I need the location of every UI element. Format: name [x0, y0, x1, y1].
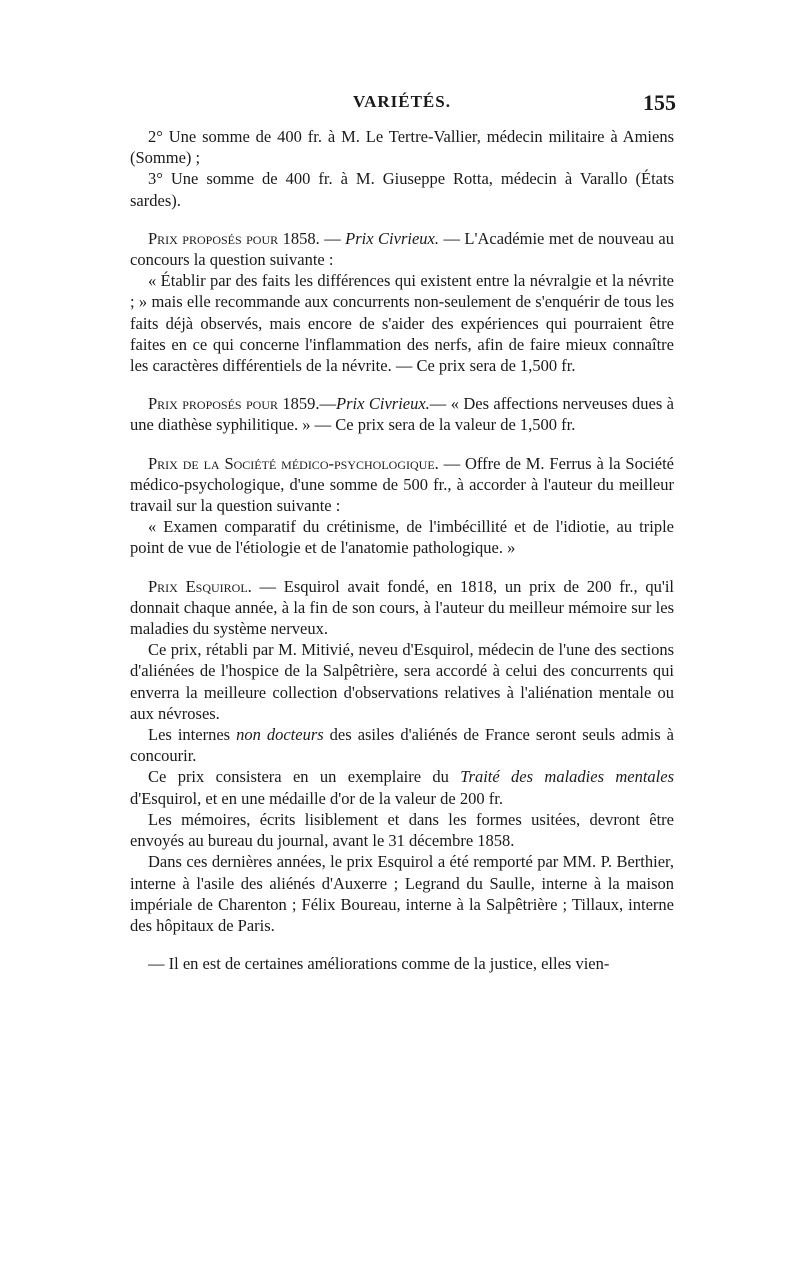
emphasis: non docteurs: [236, 725, 324, 745]
section-heading: Prix proposés pour 1858.: [148, 228, 320, 248]
paragraph-text: 3° Une somme de 400 fr. à M. Giuseppe Rotta, médecin à Varallo (États sardes).: [130, 169, 674, 210]
paragraph-text: « Examen comparatif du crétinisme, de l'imbécillité et de l'idiotie, au triple point de vue de l'étiologie et de l'anatomie pathologique. »: [130, 517, 674, 558]
paragraph-text: des asiles d'aliénés de France seront seuls admis à concourir.: [130, 725, 674, 766]
paragraph: [130, 270, 674, 376]
paragraph: [130, 126, 674, 168]
paragraph-text: — Offre de M. Ferrus à la Société médico-psychologique, d'une somme de 500 fr., à accorder à l'auteur du meilleur travail sur la question suivante :: [130, 453, 674, 516]
paragraph-prix-esquirol: [130, 576, 674, 640]
paragraph-text: Les mémoires, écrits lisiblement et dans les formes usitées, devront être envoyés au bureau du journal, avant le 31 décembre 1858.: [130, 809, 674, 851]
section-heading: Prix de la Société médico-psychologique.: [148, 453, 439, 473]
paragraph-text: — Il en est de certaines améliorations comme de la justice, elles vien-: [148, 954, 610, 974]
page-header: [128, 92, 676, 122]
paragraph-prix-1858: [130, 228, 674, 270]
book-title: Traité des maladies mentales: [460, 767, 674, 787]
paragraph-text: Les internes: [148, 725, 237, 745]
paragraph-text: Ce prix, rétabli par M. Mitivié, neveu d'Esquirol, médecin de l'une des sections d'aliénées de l'hospice de la Salpêtrière, sera accordé à celui des concurrents qui enverra la meilleure collection d'observations relatives à l'aliénation mentale ou aux névroses.: [130, 640, 674, 723]
paragraph: [130, 168, 674, 210]
section-heading: Prix proposés pour 1859.: [148, 394, 320, 414]
paragraph-text: d'Esquirol, et en une médaille d'or de la valeur de 200 fr.: [130, 788, 503, 808]
paragraph: [130, 639, 674, 724]
dash: —: [319, 394, 337, 414]
paragraph: [130, 953, 674, 974]
dash: —: [319, 228, 346, 248]
paragraph-text: — L'Académie met de nouveau au concours la question suivante :: [130, 228, 675, 270]
paragraph-text: 2° Une somme de 400 fr. à M. Le Tertre-Vallier, médecin militaire à Amiens (Somme) ;: [130, 127, 674, 168]
paragraph: [130, 809, 674, 851]
page-body: [130, 126, 674, 974]
prize-name: Prix Civrieux.: [345, 228, 439, 248]
paragraph: [130, 724, 674, 766]
section-heading: Prix Esquirol.: [148, 576, 252, 596]
paragraph: [130, 766, 674, 808]
paragraph: [130, 516, 674, 558]
paragraph-text: Dans ces dernières années, le prix Esquirol a été remporté par MM. P. Berthier, interne à l'asile des aliénés d'Auxerre ; Legrand du Saulle, interne à la maison impériale de Charenton ; Félix Boureau, interne à la Salpêtrière ; Tillaux, interne des hôpitaux de Paris.: [130, 852, 674, 935]
running-title: VARIÉTÉS.: [353, 92, 451, 111]
paragraph-text: — Esquirol avait fondé, en 1818, un prix de 200 fr., qu'il donnait chaque année, à la fin de son cours, à l'auteur du meilleur mémoire sur les maladies du système nerveux.: [130, 576, 674, 639]
paragraph-prix-1859: [130, 393, 674, 435]
paragraph-text: — « Des affections nerveuses dues à une diathèse syphilitique. » — Ce prix sera de la valeur de 1,500 fr.: [130, 394, 674, 435]
paragraph: [130, 851, 674, 936]
paragraph-text: « Établir par des faits les différences qui existent entre la névralgie et la névrite ; » mais elle recommande aux concurrents non-seulement de s'enquérir de tous les faits déjà observés, mais encore de s'aider des expériences qui pourraient être faites en ce qui concerne l'inflammation des nerfs, afin de faire mieux connaître les caractères différentiels de la névrite. — Ce prix sera de 1,500 fr.: [130, 271, 674, 376]
prize-name: Prix Civrieux.: [336, 394, 430, 414]
paragraph-text: Ce prix consistera en un exemplaire du: [148, 767, 461, 787]
page-number: 155: [643, 90, 676, 115]
paragraph-prix-societe: [130, 453, 674, 517]
